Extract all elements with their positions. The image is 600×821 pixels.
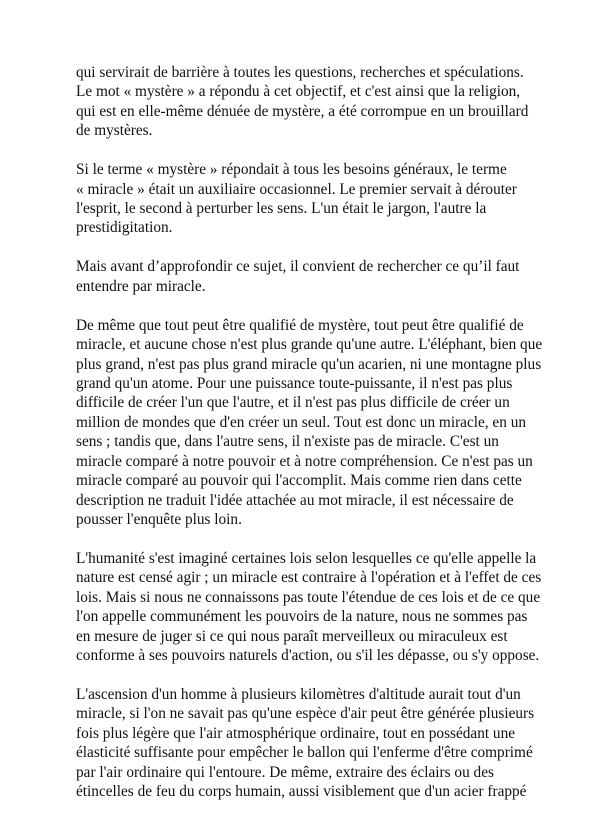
text-line: par l'air ordinaire qui l'entoure. De même, extraire des éclairs ou des (76, 763, 494, 781)
text-line: élasticité suffisante pour empêcher le ballon qui l'enferme d'être comprimé (76, 744, 533, 762)
paragraph-1 (76, 63, 536, 141)
text-line: qui servirait de barrière à toutes les questions, recherches et spéculations. (76, 64, 524, 81)
text-line: miracle comparé à notre pouvoir et à notre compréhension. Ce n'est pas un (76, 452, 533, 470)
text-line: en mesure de juger si ce qui nous paraît merveilleux ou miraculeux est (76, 627, 508, 645)
text-line: qui est en elle-même dénuée de mystère, a été corrompue en un brouillard (76, 102, 529, 120)
text-line: L'ascension d'un homme à plusieurs kilomètres d'altitude aurait tout d'un (76, 685, 521, 703)
text-line: De même que tout peut être qualifié de mystère, tout peut être qualifié de (76, 316, 524, 334)
text-line: prestidigitation. (76, 219, 173, 237)
text-line: Si le terme « mystère » répondait à tous les besoins généraux, le terme (76, 161, 507, 179)
paragraph-2 (76, 160, 536, 238)
paragraph-4 (76, 316, 543, 529)
text-line: grand qu'un atome. Pour une puissance toute-puissante, il n'est pas plus (76, 375, 513, 393)
paragraph-6 (76, 685, 536, 801)
paragraph-3 (76, 257, 536, 296)
text-line: million de mondes que d'en créer un seul. Tout est donc un miracle, en un (76, 413, 526, 431)
text-line: L'humanité s'est imaginé certaines lois selon lesquelles ce qu'elle appelle la (76, 549, 537, 567)
text-line: difficile de créer l'un que l'autre, et il n'est pas plus difficile de créer un (76, 394, 510, 412)
text-line: lois. Mais si nous ne connaissons pas toute l'étendue de ces lois et de ce que (76, 588, 541, 606)
text-line: miracle, et aucune chose n'est plus grande qu'une autre. L'éléphant, bien que (76, 336, 543, 354)
paragraph-5 (76, 549, 542, 665)
text-line: l'esprit, le second à perturber les sens. L'un était le jargon, l'autre la (76, 200, 487, 218)
text-line: plus grand, n'est pas plus grand miracle qu'un acarien, ni une montagne plus (76, 355, 542, 373)
text-line: Mais avant d’approfondir ce sujet, il convient de rechercher ce qu’il faut (76, 258, 520, 276)
text-line: de mystères. (76, 122, 153, 140)
text-line: conforme à ses pouvoirs naturels d'action, ou s'il les dépasse, ou s'y oppose. (76, 646, 540, 664)
text-line: miracle comparé au pouvoir qui l'accomplit. Mais comme rien dans cette (76, 472, 522, 490)
text-line: description ne traduit l'idée attachée au mot miracle, il est nécessaire de (76, 491, 514, 509)
text-line: miracle, si l'on ne savait pas qu'une espèce d'air peut être générée plusieurs (76, 705, 535, 723)
text-line: nature est censé agir ; un miracle est contraire à l'opération et à l'effet de ces (76, 569, 542, 587)
text-line: entendre par miracle. (76, 277, 206, 295)
text-line: l'on appelle communément les pouvoirs de la nature, nous ne sommes pas (76, 608, 528, 626)
text-line: sens ; tandis que, dans l'autre sens, il n'existe pas de miracle. C'est un (76, 433, 499, 451)
text-line: fois plus légère que l'air atmosphérique ordinaire, tout en possédant une (76, 724, 516, 742)
text-line: « miracle » était un auxiliaire occasionnel. Le premier servait à dérouter (76, 180, 517, 198)
text-line: pousser l'enquête plus loin. (76, 510, 242, 528)
text-line: Le mot « mystère » a répondu à cet objectif, et c'est ainsi que la religion, (76, 83, 521, 101)
text-line: étincelles de feu du corps humain, aussi visiblement que d'un acier frappé (76, 782, 527, 800)
document-page (76, 63, 543, 821)
